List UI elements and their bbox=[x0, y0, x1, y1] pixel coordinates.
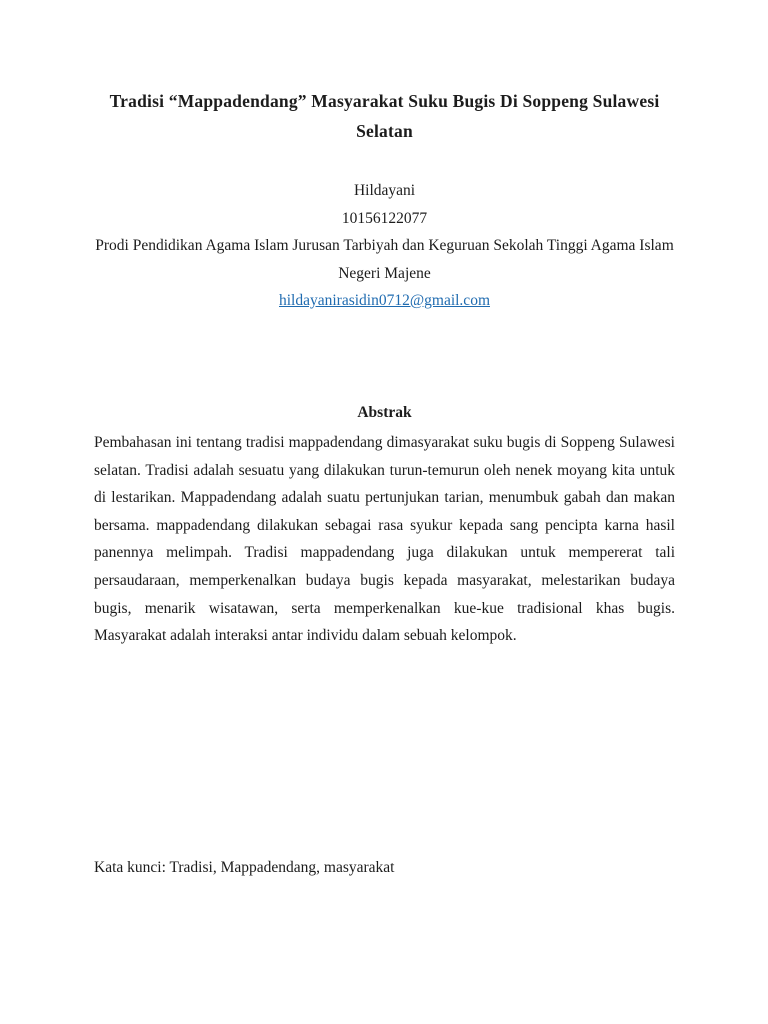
email-link[interactable]: hildayanirasidin0712@gmail.com bbox=[279, 292, 490, 309]
abstract-heading: Abstrak bbox=[357, 403, 412, 421]
keywords-line: Kata kunci: Tradisi, Mappadendang, masyarakat bbox=[94, 858, 395, 876]
author-affiliation: Prodi Pendidikan Agama Islam Jurusan Tarbiyah dan Keguruan Sekolah Tinggi Agama Islam Negeri Majene bbox=[95, 237, 674, 282]
author-block bbox=[94, 177, 675, 315]
paper-title: Tradisi “Mappadendang” Masyarakat Suku Bugis Di Soppeng Sulawesi Selatan bbox=[109, 91, 660, 141]
abstract-text: Pembahasan ini tentang tradisi mappadendang dimasyarakat suku bugis di Soppeng Sulawesi selatan. Tradisi adalah sesuatu yang dilakukan turun-temurun oleh nenek moyang kita untuk di lestarikan. Mappadendang adalah suatu pertunjukan tarian, menumbuk gabah dan makan bersama. mappadendang dilakukan sebagai rasa syukur kepada sang pencipta karna hasil panennya melimpah. Tradisi mappadendang juga dilakukan untuk mempererat tali persaudaraan, memperkenalkan budaya bugis kepada masyarakat, melestarikan budaya bugis, menarik wisatawan, serta memperkenalkan kue-kue tradisional khas bugis. Masyarakat adalah interaksi antar individu dalam sebuah kelompok. bbox=[94, 434, 675, 645]
author-email-line bbox=[94, 287, 675, 315]
author-student-id: 10156122077 bbox=[341, 209, 428, 227]
author-name: Hildayani bbox=[353, 182, 416, 199]
